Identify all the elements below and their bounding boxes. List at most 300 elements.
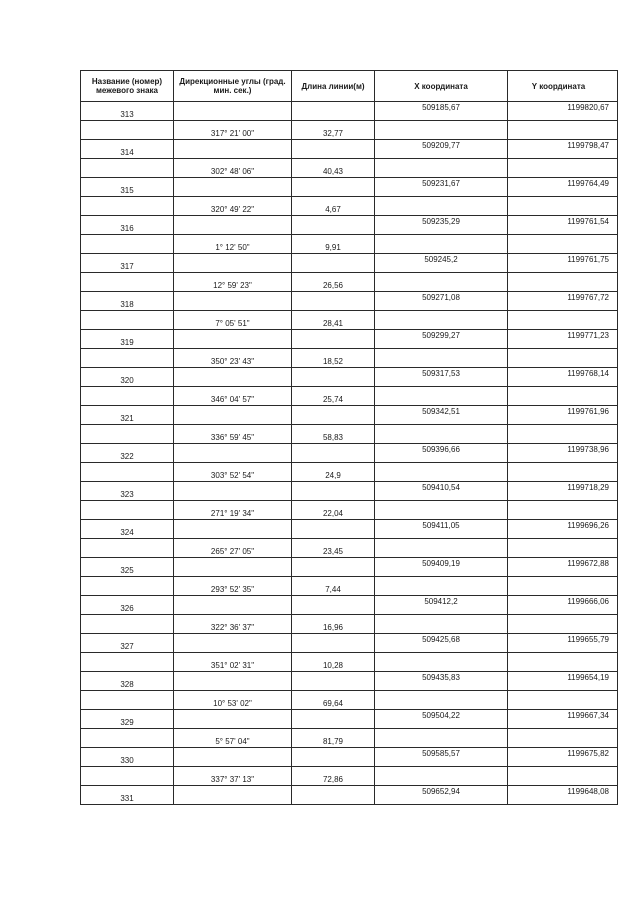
table-row [81,102,618,121]
empty-cell [292,178,375,197]
x-coordinate-text: 509235,29 [422,217,460,226]
y-coordinate [508,406,618,425]
y-coordinate-text: 1199761,54 [567,217,609,226]
y-coordinate [508,102,618,121]
line-length [292,387,375,406]
point-name [81,140,174,159]
y-coordinate-text: 1199764,49 [567,179,609,188]
table-row [81,406,618,425]
empty-cell [508,501,618,520]
empty-cell [292,748,375,767]
header-y: Y координата [508,71,618,102]
empty-cell [292,368,375,387]
table-row [81,463,618,482]
empty-cell [292,102,375,121]
x-coordinate [375,672,508,691]
point-name-text: 320 [120,376,134,385]
x-coordinate [375,406,508,425]
direction-angle [174,463,292,482]
empty-cell [174,558,292,577]
point-name [81,634,174,653]
empty-cell [81,235,174,254]
empty-cell [292,558,375,577]
x-coordinate [375,140,508,159]
empty-cell [508,425,618,444]
line-length-text: 58,83 [322,433,344,442]
x-coordinate [375,786,508,805]
y-coordinate-text: 1199655,79 [567,635,609,644]
x-coordinate-text: 509410,54 [422,483,460,492]
empty-cell [508,463,618,482]
point-name-text: 325 [120,566,134,575]
y-coordinate-text: 1199648,08 [567,787,609,796]
empty-cell [375,501,508,520]
y-coordinate-text: 1199696,26 [567,521,609,530]
header-angle: Дирекционные углы (град. мин. сек.) [174,71,292,102]
empty-cell [375,387,508,406]
empty-cell [508,653,618,672]
empty-cell [508,577,618,596]
line-length [292,767,375,786]
empty-cell [81,311,174,330]
point-name [81,520,174,539]
table-row [81,121,618,140]
line-length [292,235,375,254]
empty-cell [375,425,508,444]
point-name-text: 331 [120,794,134,803]
empty-cell [292,634,375,653]
table-row [81,216,618,235]
point-name [81,596,174,615]
y-coordinate-text: 1199654,19 [567,673,609,682]
line-length-text: 72,86 [322,775,344,784]
table-row [81,197,618,216]
direction-angle [174,425,292,444]
empty-cell [81,577,174,596]
empty-cell [375,653,508,672]
line-length-text: 81,79 [322,737,344,746]
header-row [81,71,618,102]
y-coordinate-text: 1199798,47 [567,141,609,150]
empty-cell [375,311,508,330]
line-length [292,311,375,330]
x-coordinate [375,558,508,577]
empty-cell [81,273,174,292]
line-length-text: 28,41 [322,319,344,328]
table-row [81,691,618,710]
line-length-text: 32,77 [322,129,344,138]
point-name [81,102,174,121]
empty-cell [292,596,375,615]
empty-cell [292,786,375,805]
empty-cell [174,482,292,501]
header-length: Длина линии(м) [292,71,375,102]
x-coordinate-text: 509435,83 [422,673,460,682]
point-name [81,330,174,349]
empty-cell [292,292,375,311]
empty-cell [81,615,174,634]
empty-cell [81,159,174,178]
line-length [292,121,375,140]
empty-cell [375,691,508,710]
direction-angle-text: 12° 59' 23" [213,281,252,290]
line-length [292,691,375,710]
x-coordinate-text: 509652,94 [422,787,460,796]
point-name [81,444,174,463]
y-coordinate [508,520,618,539]
x-coordinate [375,216,508,235]
y-coordinate-text: 1199761,75 [567,255,609,264]
point-name-text: 329 [120,718,134,727]
x-coordinate-text: 509504,22 [422,711,460,720]
x-coordinate [375,254,508,273]
point-name [81,292,174,311]
header-name: Название (номер) межевого знака [81,71,174,102]
point-name-text: 321 [120,414,134,423]
direction-angle-text: 317° 21' 00" [210,129,255,138]
line-length-text: 22,04 [322,509,344,518]
table-row [81,577,618,596]
y-coordinate [508,748,618,767]
direction-angle [174,311,292,330]
point-name-text: 330 [120,756,134,765]
empty-cell [174,786,292,805]
empty-cell [174,102,292,121]
empty-cell [508,349,618,368]
direction-angle-text: 302° 48' 06" [210,167,255,176]
table-row [81,349,618,368]
empty-cell [174,406,292,425]
direction-angle-text: 336° 59' 45" [210,433,255,442]
empty-cell [81,767,174,786]
direction-angle [174,273,292,292]
empty-cell [508,387,618,406]
line-length [292,159,375,178]
empty-cell [375,615,508,634]
x-coordinate-text: 509409,19 [422,559,460,568]
empty-cell [81,539,174,558]
point-name-text: 316 [120,224,134,233]
x-coordinate-text: 509231,67 [422,179,460,188]
direction-angle-text: 320° 49' 22" [210,205,255,214]
point-name-text: 328 [120,680,134,689]
line-length [292,273,375,292]
empty-cell [174,216,292,235]
empty-cell [81,349,174,368]
point-name [81,482,174,501]
coordinates-table [80,70,618,805]
point-name [81,786,174,805]
direction-angle-text: 265° 27' 05" [210,547,255,556]
direction-angle-text: 351° 02' 31" [210,661,255,670]
table-row [81,368,618,387]
y-coordinate-text: 1199738,96 [567,445,609,454]
y-coordinate-text: 1199672,88 [567,559,609,568]
empty-cell [81,463,174,482]
y-coordinate-text: 1199761,96 [567,407,609,416]
empty-cell [375,159,508,178]
empty-cell [508,235,618,254]
line-length-text: 26,56 [322,281,344,290]
table-row [81,425,618,444]
empty-cell [174,140,292,159]
empty-cell [292,216,375,235]
x-coordinate [375,330,508,349]
point-name-text: 317 [120,262,134,271]
line-length [292,577,375,596]
point-name [81,216,174,235]
empty-cell [292,330,375,349]
point-name [81,748,174,767]
empty-cell [375,273,508,292]
empty-cell [508,121,618,140]
empty-cell [81,501,174,520]
direction-angle [174,729,292,748]
x-coordinate [375,444,508,463]
direction-angle [174,235,292,254]
table-row [81,653,618,672]
empty-cell [81,691,174,710]
y-coordinate [508,596,618,615]
empty-cell [81,729,174,748]
line-length [292,501,375,520]
point-name-text: 318 [120,300,134,309]
point-name [81,672,174,691]
table-row [81,558,618,577]
table-row [81,482,618,501]
point-name [81,178,174,197]
table-row [81,254,618,273]
empty-cell [292,710,375,729]
x-coordinate [375,596,508,615]
empty-cell [375,235,508,254]
table-row [81,235,618,254]
line-length [292,653,375,672]
direction-angle [174,121,292,140]
empty-cell [174,710,292,729]
line-length-text: 23,45 [322,547,344,556]
direction-angle [174,159,292,178]
line-length [292,615,375,634]
y-coordinate [508,330,618,349]
empty-cell [375,349,508,368]
empty-cell [174,178,292,197]
y-coordinate [508,444,618,463]
empty-cell [174,330,292,349]
x-coordinate [375,102,508,121]
y-coordinate [508,178,618,197]
direction-angle-text: 5° 57' 04" [215,737,250,746]
direction-angle-text: 337° 37' 13" [210,775,255,784]
x-coordinate [375,482,508,501]
line-length-text: 7,44 [325,585,341,594]
y-coordinate [508,786,618,805]
table-row [81,748,618,767]
line-length-text: 10,28 [322,661,344,670]
x-coordinate-text: 509342,51 [422,407,460,416]
x-coordinate-text: 509271,08 [422,293,460,302]
x-coordinate-text: 509585,57 [422,749,460,758]
table-row [81,311,618,330]
direction-angle-text: 7° 05' 51" [215,319,250,328]
y-coordinate-text: 1199675,82 [567,749,609,758]
direction-angle [174,197,292,216]
y-coordinate-text: 1199820,67 [567,103,609,112]
table-row [81,330,618,349]
x-coordinate-text: 509411,05 [422,521,460,530]
point-name [81,368,174,387]
direction-angle [174,653,292,672]
x-coordinate-text: 509209,77 [422,141,460,150]
empty-cell [508,729,618,748]
empty-cell [174,596,292,615]
empty-cell [508,311,618,330]
direction-angle [174,691,292,710]
empty-cell [375,463,508,482]
direction-angle-text: 346° 04' 57" [210,395,255,404]
table-row [81,444,618,463]
point-name-text: 323 [120,490,134,499]
direction-angle-text: 293° 52' 35" [210,585,255,594]
table-row [81,729,618,748]
table-row [81,140,618,159]
line-length [292,539,375,558]
table-row [81,634,618,653]
empty-cell [508,539,618,558]
point-name [81,558,174,577]
direction-angle [174,615,292,634]
empty-cell [292,406,375,425]
line-length-text: 40,43 [322,167,344,176]
direction-angle [174,767,292,786]
table-row [81,501,618,520]
point-name-text: 314 [120,148,134,157]
y-coordinate [508,140,618,159]
empty-cell [375,539,508,558]
line-length [292,349,375,368]
table-row [81,292,618,311]
x-coordinate-text: 509425,68 [422,635,460,644]
table-row [81,615,618,634]
x-coordinate [375,178,508,197]
x-coordinate [375,520,508,539]
y-coordinate [508,558,618,577]
y-coordinate-text: 1199767,72 [567,293,609,302]
table-row [81,539,618,558]
x-coordinate [375,368,508,387]
line-length-text: 4,67 [325,205,341,214]
direction-angle [174,387,292,406]
table-row [81,767,618,786]
empty-cell [292,520,375,539]
x-coordinate-text: 509412,2 [424,597,458,606]
empty-cell [375,767,508,786]
empty-cell [174,444,292,463]
empty-cell [508,159,618,178]
empty-cell [375,729,508,748]
y-coordinate [508,672,618,691]
line-length [292,197,375,216]
empty-cell [508,615,618,634]
direction-angle-text: 303° 52' 54" [210,471,255,480]
table-row [81,710,618,729]
point-name-text: 313 [120,110,134,119]
y-coordinate [508,368,618,387]
direction-angle-text: 10° 53' 02" [213,699,252,708]
empty-cell [375,197,508,216]
x-coordinate-text: 509299,27 [422,331,460,340]
y-coordinate-text: 1199718,29 [567,483,609,492]
x-coordinate [375,748,508,767]
direction-angle-text: 322° 36' 37" [210,623,255,632]
x-coordinate [375,292,508,311]
line-length-text: 24,9 [325,471,341,480]
empty-cell [81,121,174,140]
table-row [81,387,618,406]
line-length-text: 9,91 [325,243,341,252]
table-row [81,520,618,539]
y-coordinate [508,216,618,235]
empty-cell [174,292,292,311]
table-row [81,786,618,805]
table-body [81,102,618,805]
empty-cell [508,691,618,710]
direction-angle [174,349,292,368]
y-coordinate-text: 1199666,06 [567,597,609,606]
direction-angle [174,501,292,520]
line-length [292,729,375,748]
table-row [81,273,618,292]
direction-angle-text: 271° 19' 34" [210,509,255,518]
empty-cell [508,197,618,216]
empty-cell [292,254,375,273]
x-coordinate-text: 509185,67 [422,103,460,112]
y-coordinate [508,710,618,729]
table-row [81,178,618,197]
point-name-text: 322 [120,452,134,461]
table-row [81,672,618,691]
x-coordinate-text: 509317,53 [422,369,460,378]
point-name [81,710,174,729]
x-coordinate [375,634,508,653]
header-x: X координата [375,71,508,102]
empty-cell [292,140,375,159]
empty-cell [174,520,292,539]
point-name-text: 324 [120,528,134,537]
line-length-text: 18,52 [322,357,344,366]
point-name-text: 319 [120,338,134,347]
empty-cell [174,634,292,653]
line-length-text: 25,74 [322,395,344,404]
empty-cell [174,368,292,387]
empty-cell [375,577,508,596]
line-length [292,463,375,482]
point-name [81,406,174,425]
empty-cell [174,254,292,273]
direction-angle [174,577,292,596]
y-coordinate [508,254,618,273]
empty-cell [508,767,618,786]
empty-cell [292,444,375,463]
line-length-text: 16,96 [322,623,344,632]
empty-cell [174,748,292,767]
table-row [81,159,618,178]
point-name-text: 326 [120,604,134,613]
empty-cell [81,653,174,672]
direction-angle-text: 350° 23' 43" [210,357,255,366]
empty-cell [292,482,375,501]
point-name [81,254,174,273]
